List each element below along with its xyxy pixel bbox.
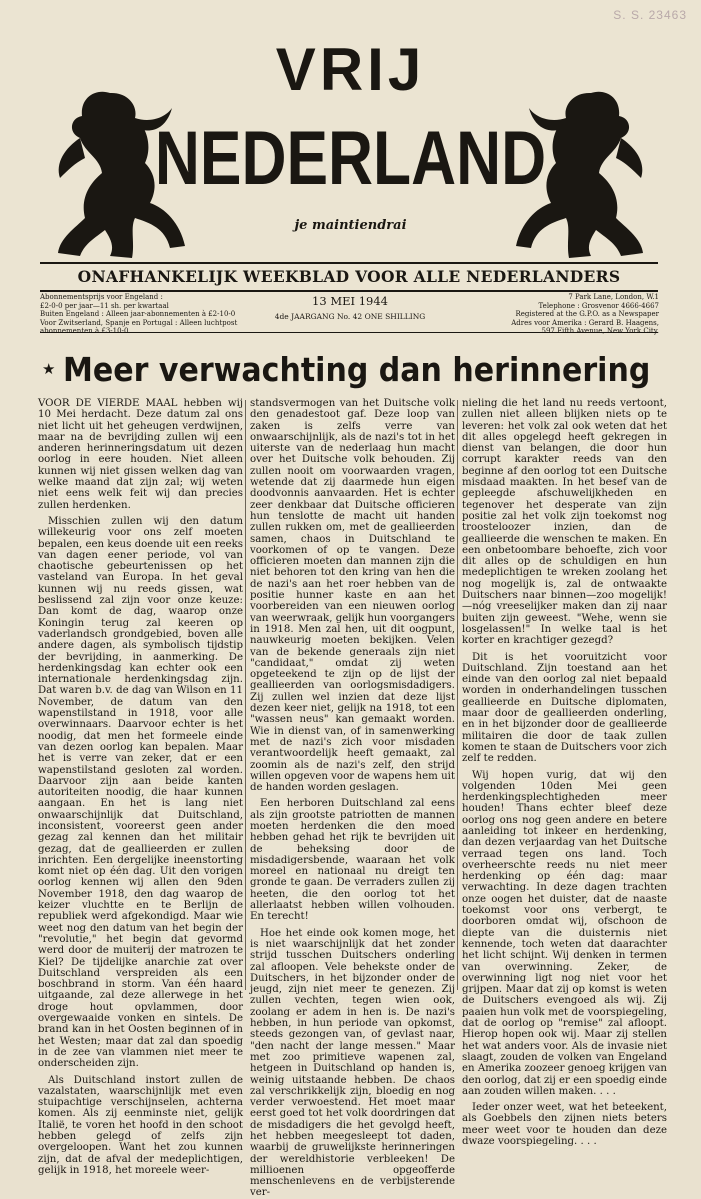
paragraph: standsvermogen van het Duitsche volk den genadestoot gaf. Deze loop van zaken is zelfs verre van onwaarschijnlijk, als de nazi's tot in het uiterste van de nederlaag hun macht over het Duitsche volk behouden. Zij zullen nooit om voorwaarden vragen, wetende dat zij daarmede hun eigen doodvonnis aanvaarden. Het is echter zeer denkbaar dat Duitsche officieren hun tenslotte de macht uit handen zullen rukken om, met de geallieerden samen, chaos in Duitschland te voorkomen of op te vangen. Deze officieren moeten dan mannen zijn die niet behoren tot den kring van hen die de nazi's aan het roer hebben van de positie hunner kaste en aan het voorbereiden van een nieuwen oorlog van weerwraak, gelijk hun voorgangers in 1918. Men zal hen, uit dit oogpunt, nauwkeurig moeten bekijken. Velen van de bekende generaals zijn niet "candidaat," omdat zij weten opgeteekend te zijn op de lijst der geallieerden van oorlogsmisdadigers. Zij zullen wel inzien dat deze lijst dezen keer niet, gelijk na 1918, tot een "wassen neus" kan gemaakt worden. Wie in dienst van, of in samenwerking met de nazi's zich voor misdaden verantwoordelijk heeft gemaakt, zal zoomin als de nazi's zelf, den strijd willen opgeven voor de wapens hem uit de handen worden geslagen. [250,398,455,794]
subscription-line: £2-0-0 per jaar—11 sh. per kwartaal [40,301,169,310]
subscription-line: Abonnementsprijs voor Engeland : [40,293,163,301]
paragraph: VOOR DE VIERDE MAAL hebben wij 10 Mei herdacht. Deze datum zal ons niet licht uit het geheugen verdwijnen, maar na de bevrijding zullen wij een anderen herinneringsdatum uit dezen oorlog in eere houden. Niet alleen kunnen wij niet gissen welken dag van welke maand dat zijn zal; wij weten niet eens welk feit wij dan precies zullen herdenken. [38,398,243,511]
subscription-info [40,293,250,336]
archive-stamp: S. S. 23463 [613,8,687,22]
masthead-title-top: VRIJ [275,36,426,103]
subscription-line: Voor Zwitserland, Spanje en Portugal : Alleen luchtpost [40,318,238,327]
address-line: Adres voor Amerika : Gerard B. Haagens, [511,318,659,327]
headline-text: Meer verwachting dan herinnering [63,349,651,389]
headline [42,346,662,392]
paragraph: Misschien zullen wij den datum willekeurig voor ons zelf moeten bepalen, een keus doende uit een reeks van dagen eener periode, vol van chaotische gebeurtenissen op het vasteland van Europa. In het geval kunnen wij nu reeds gissen, wat beslissend zal zijn voor onze keuze: Dan komt de dag, waarop onze Koningin terug zal keeren op vaderlandsch grondgebied, boven alle andere dagen, als symbolisch tijdstip der bevrijding, in aanmerking. De herdenkingsdag kan echter ook een internationale herdenkingsdag zijn. Dat waren b.v. de dag van Wilson en 11 November, de datum van den wapenstilstand in 1918, voor alle overwinnaars. Daarvoor echter is het noodig, dat men het formeele einde van dezen oorlog kan bepalen. Maar het is verre van zeker, dat er een wapenstilstand gesloten zal worden. Daarvoor zijn aan beide kanten autoriteiten noodig, die haar kunnen aangaan. En het is lang niet onwaarschijnlijk dat Duitschland, inconsistent, vooreerst geen ander gezag zal kennen dan het militair gezag, dat de geallieerden er zullen inrichten. Een dergelijke ineenstorting komt niet op één dag. Uit den vorigen oorlog kennen wij allen den 9den November 1918, den dag waarop de keizer vluchtte en te Berlijn de republiek werd afgekondigd. Maar wie weet nog den datum van het begin der "revolutie," het begin dat gevormd werd door de muiterij der matrozen te Kiel? De tijdelijke anarchie zat over Duitschland verspreiden als een boschbrand in storm. Van één haard uitgaande, zal deze allerwege in het droge hout opvlammen, door overgewaaide vonken en sintels. De brand kan in het Oosten beginnen of in het Westen; maar dat zal dan spoedig in de zee van vlammen niet meer te onderscheiden zijn. [38,515,243,1070]
paragraph: Als Duitschland instort zullen de vazalstaten, waarschijnlijk met even stuipachtige verschijnselen, achterna komen. Als zij eenminste niet, gelijk Italië, te voren het hoofd in den schoot hebben gelegd of zelfs zijn overgeloopen. Want het zou kunnen zijn, dat de afval der medeplichtigen, gelijk in 1918, het moreele weer- [38,1074,243,1176]
address-info [449,293,659,336]
column-divider [457,400,458,990]
issue-info: 4de JAARGANG No. 42 ONE SHILLING [274,312,426,321]
paragraph: Ieder onzer weet, wat het beteekent, als Goebbels den zijnen niets beters meer weet voor te houden dan deze dwaze voorspiegeling. . . . [462,1102,667,1147]
subscription-line: abonnementen à £3-10-0 [40,327,129,335]
column-divider [245,400,246,990]
masthead-banner: ONAFHANKELIJK WEEKBLAD VOOR ALLE NEDERLANDERS [40,262,658,292]
address-line: Telephone : Grosvenor 4666-4667 [538,301,659,310]
paragraph: Wij hopen vurig, dat wij den volgenden 10den Mei geen herdenkingsplechtigheden meer houden! Thans echter bleef deze oorlog ons nog geen andere en betere aanleiding tot inkeer en herdenking, dan dezen verjaardag van het Duitsche verraad tegen ons land. Toch overheerschte reeds nu niet meer herdenking op één dag: maar verwachting. In deze dagen trachten onze oogen het duister, dat de naaste toekomst voor ons verbergt, te doorboren omdat wij, ofschoon de diepte van die duisternis niet kennende, toch weten dat daarachter het licht schijnt. Wij denken in termen van overwinning. Zeker, de overwinning ligt nog niet voor het grijpen. Maar dat zij op komst is weten de Duitschers evengoed als wij. Zij paaien hun volk met de voorspiegeling, dat de oorlog op "remise" zal afloopt. Hierop hopen ook wij. Maar zij stellen het wat anders voor. Als de invasie niet slaagt, zouden de volken van Engeland en Amerika zoozeer genoeg krijgen van den oorlog, dat zij er een spoedig einde aan zouden willen maken. . . . [462,769,667,1097]
paragraph: Dit is het vooruitzicht voor Duitschland. Zijn toestand aan het einde van den oorlog zal niet bepaald worden in onderhandelingen tusschen geallieerde en Duitsche diplomaten, maar door de geallieerden onderling, en in het bijzonder door de geallieerde militairen die door de taak zullen komen te staan de Duitschers voor zich zelf te redden. [462,651,667,765]
paragraph: Een herboren Duitschland zal eens als zijn grootste patriotten de mannen moeten herdenken die den moed hebben gehad het rijk te bevrijden uit de beheksing door de misdadigersbende, waaraan het volk moreel en nationaal nu dreigt ten gronde te gaan. De verraders zullen zij heeten, die den oorlog tot het allerlaatst hebben willen volhouden. En terecht! [250,798,455,923]
issue-date: 13 MEI 1944 [312,294,388,308]
paragraph: nieling die het land nu reeds vertoont, zullen niet alleen blijken niets op te leveren: het volk zal ook weten dat het dit alles opgelegd heeft gekregen in dienst van belangen, die door hun corrupt karakter reeds van den beginne af den oorlog tot een Duitsche misdaad maakten. In het besef van de gepleegde afschuwelijkheden en tegenover het desperate van zijn positie zal het volk zijn toekomst nog troosteloozer inzien, dan de geallieerde die wenschen te maken. En een onbetoombare behoefte, zich voor dit alles op de schuldigen en hun medeplichtigen te wreken zoolang het nog mogelijk is, zal de ontwaakte Duitschers naar binnen—zoo mogelijk!—nóg vreeselijker maken dan zij naar buiten zijn geweest. "Wehe, wenn sie losgelassen!" In welke taal is het korter en krachtiger gezegd? [462,398,667,647]
header-rule [40,332,658,333]
address-line: 597 Fifth Avenue, New York City. [541,327,659,335]
article-column-3 [462,398,667,1147]
address-line: Registered at the G.P.O. as a Newspaper [515,310,659,318]
subscription-line: Buiten Engeland : Alleen jaar-abonnementen à £2-10-0 [40,310,236,318]
article-column-1 [38,398,243,1176]
masthead-motto: je maintiendrai [294,218,407,233]
star-icon: ★ [42,360,56,378]
paragraph: Hoe het einde ook komen moge, het is niet waarschijnlijk dat het zonder strijd tusschen Duitschers onderling zal afloopen. Vele behekste onder de Duitschers, in het bijzonder onder de jeugd, zijn niet meer te genezen. Zij zullen vechten, tegen wien ook, zoolang er adem in hen is. De nazi's hebben, in hun periode van opkomst, steeds gezongen van, of gevlast naar, "den nacht der lange messen." Maar met zoo primitieve wapenen zal, hetgeen in Duitschland op handen is, weinig uitstaande hebben. De chaos zal verschrikkelijk zijn, bloedig en nog verder verwoestend. Het moet maar eerst goed tot het volk doordringen dat de misdadigers die het gevolgd heeft, het hebben meegesleept tot daden, waarbij de gruwelijkste herinneringen der wereldhistorie verbleeken! De millioenen opgeofferde menschenlevens en de verbijsterende ver- [250,927,455,1199]
masthead-title-bottom: NEDERLAND [154,116,547,201]
article-column-2 [250,398,455,1199]
address-line: 7 Park Lane, London, W.1 [568,293,659,301]
